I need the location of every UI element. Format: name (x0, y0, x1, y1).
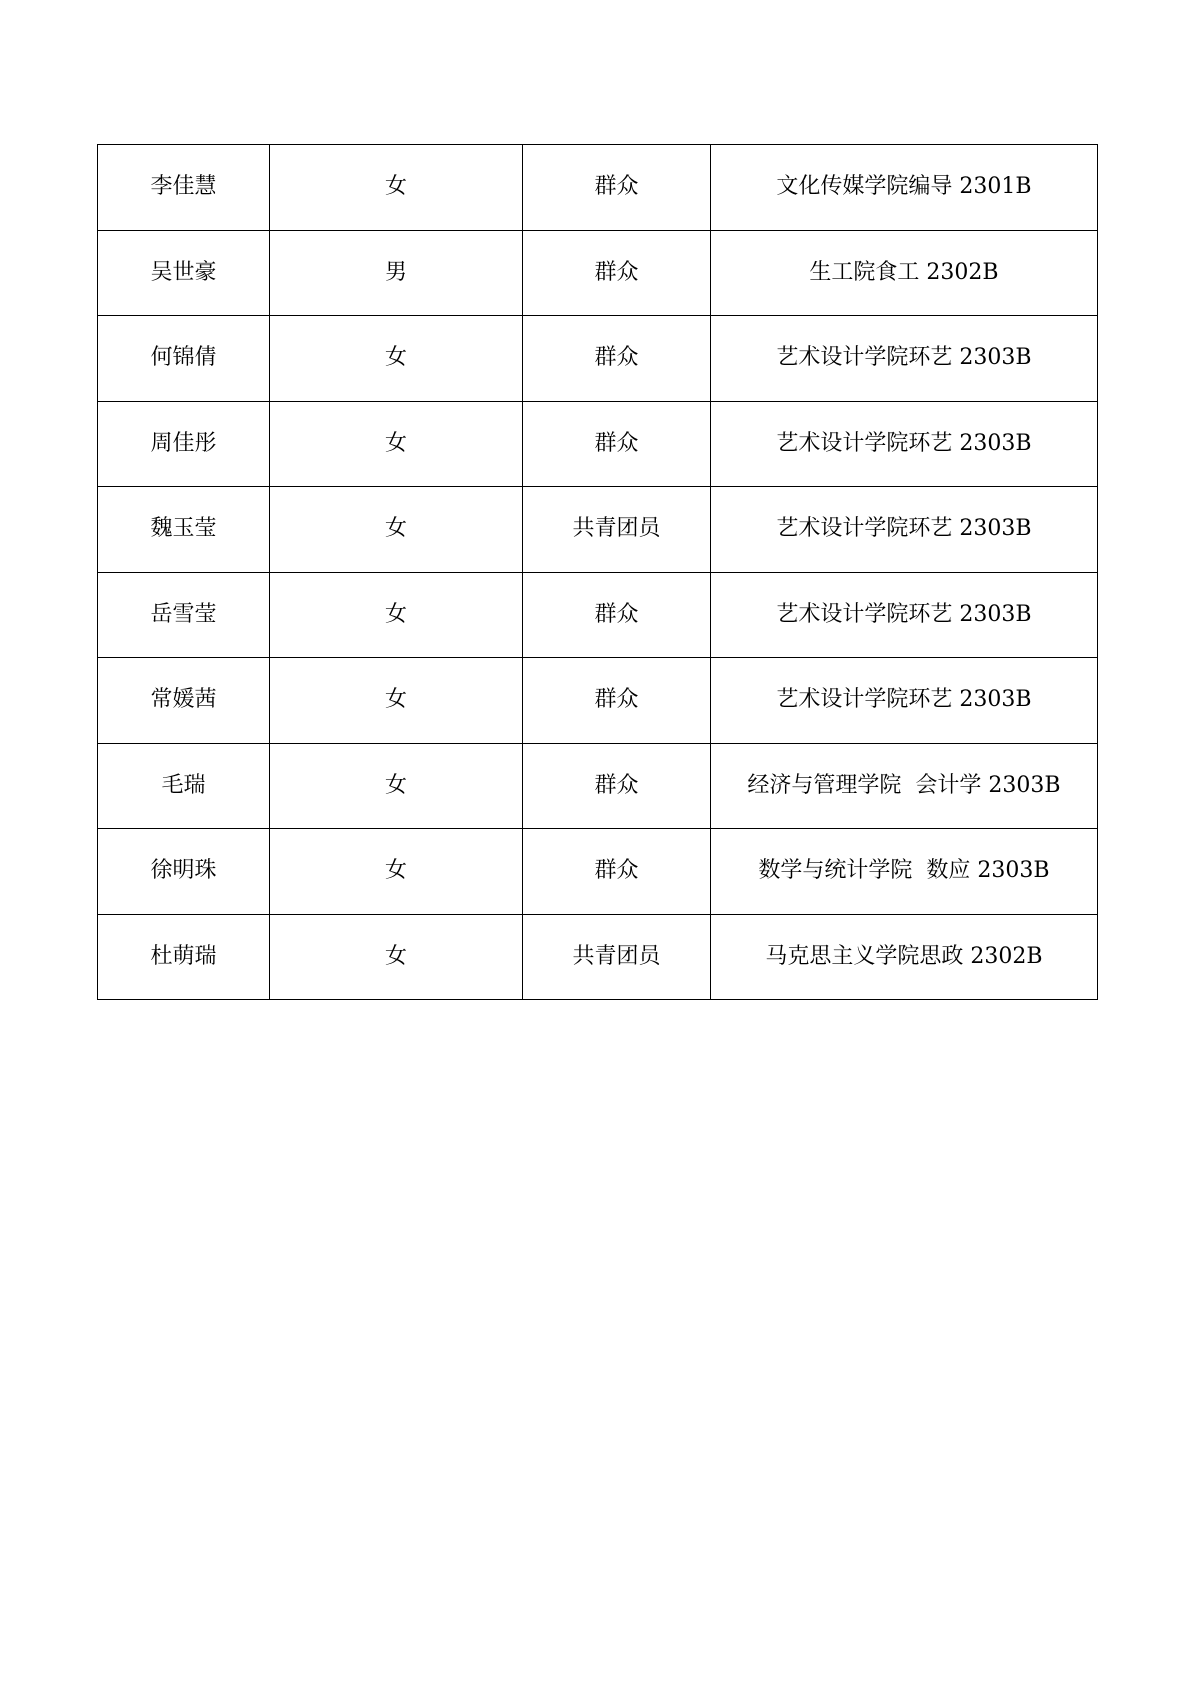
name-cell: 徐明珠 (98, 829, 270, 915)
name-cell: 吴世豪 (98, 230, 270, 316)
gender-cell: 男 (270, 230, 523, 316)
class-cell: 生工院食工 2302B (711, 230, 1098, 316)
gender-cell: 女 (270, 487, 523, 573)
gender-cell: 女 (270, 572, 523, 658)
political-status-cell: 群众 (523, 743, 711, 829)
name-cell: 周佳彤 (98, 401, 270, 487)
political-status-cell: 群众 (523, 572, 711, 658)
gender-cell: 女 (270, 658, 523, 744)
table-row (98, 658, 1098, 744)
political-status-cell: 群众 (523, 401, 711, 487)
name-cell: 杜萌瑞 (98, 914, 270, 1000)
table-row (98, 145, 1098, 231)
class-cell: 艺术设计学院环艺 2303B (711, 658, 1098, 744)
political-status-cell: 共青团员 (523, 914, 711, 1000)
political-status-cell: 群众 (523, 829, 711, 915)
class-cell: 艺术设计学院环艺 2303B (711, 487, 1098, 573)
table-row (98, 401, 1098, 487)
table-row (98, 230, 1098, 316)
table-row (98, 829, 1098, 915)
political-status-cell: 群众 (523, 145, 711, 231)
gender-cell: 女 (270, 914, 523, 1000)
name-cell: 何锦倩 (98, 316, 270, 402)
political-status-cell: 共青团员 (523, 487, 711, 573)
gender-cell: 女 (270, 829, 523, 915)
table-row (98, 487, 1098, 573)
political-status-cell: 群众 (523, 658, 711, 744)
table-row (98, 316, 1098, 402)
gender-cell: 女 (270, 145, 523, 231)
name-cell: 魏玉莹 (98, 487, 270, 573)
member-table (97, 144, 1098, 1000)
class-cell: 数学与统计学院 数应 2303B (711, 829, 1098, 915)
class-cell: 艺术设计学院环艺 2303B (711, 572, 1098, 658)
name-cell: 岳雪莹 (98, 572, 270, 658)
class-cell: 文化传媒学院编导 2301B (711, 145, 1098, 231)
class-cell: 马克思主义学院思政 2302B (711, 914, 1098, 1000)
gender-cell: 女 (270, 316, 523, 402)
table-row (98, 914, 1098, 1000)
gender-cell: 女 (270, 743, 523, 829)
class-cell: 经济与管理学院 会计学 2303B (711, 743, 1098, 829)
name-cell: 李佳慧 (98, 145, 270, 231)
class-cell: 艺术设计学院环艺 2303B (711, 316, 1098, 402)
class-cell: 艺术设计学院环艺 2303B (711, 401, 1098, 487)
name-cell: 毛瑞 (98, 743, 270, 829)
gender-cell: 女 (270, 401, 523, 487)
name-cell: 常媛茜 (98, 658, 270, 744)
political-status-cell: 群众 (523, 230, 711, 316)
political-status-cell: 群众 (523, 316, 711, 402)
table-row (98, 743, 1098, 829)
table-row (98, 572, 1098, 658)
